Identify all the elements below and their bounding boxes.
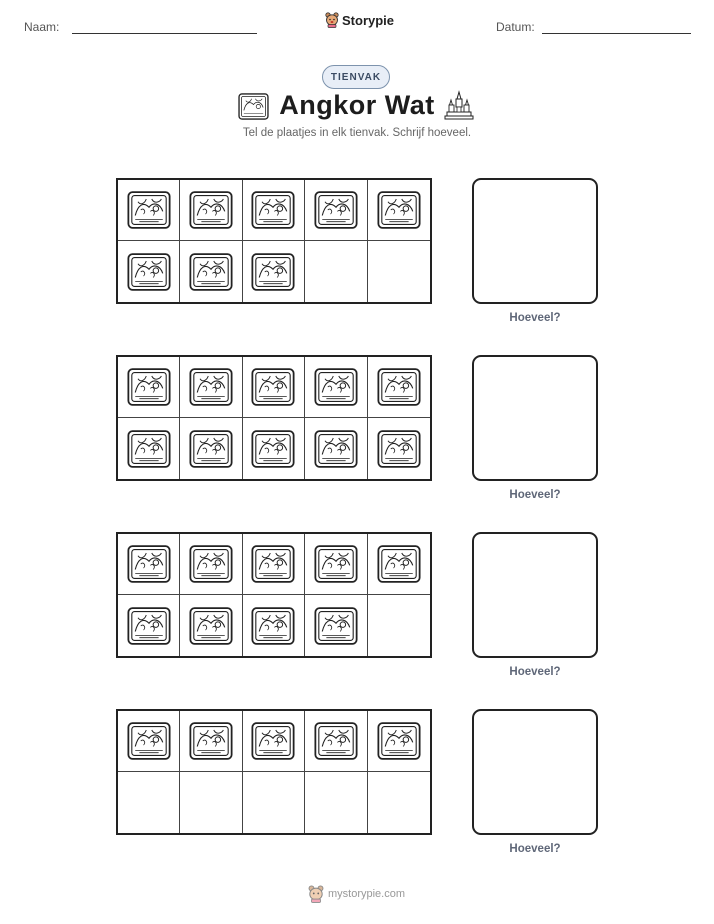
ten-frame-cell	[180, 772, 242, 833]
carved-relief-tile-icon	[251, 429, 295, 469]
ten-frame-cell	[243, 357, 305, 418]
bear-mascot-icon	[325, 12, 339, 28]
ten-frame-cell	[243, 772, 305, 833]
page-title: Angkor Wat	[279, 90, 435, 120]
name-line[interactable]	[72, 33, 257, 34]
carved-relief-tile-icon	[127, 429, 171, 469]
ten-frame-cell	[368, 418, 430, 479]
ten-frame-2	[116, 355, 432, 481]
ten-frame-cell	[368, 595, 430, 656]
ten-frame-cell	[118, 711, 180, 772]
answer-label-3: Hoeveel?	[509, 666, 561, 678]
ten-frame-cell	[368, 534, 430, 595]
ten-frame-cell	[368, 241, 430, 302]
answer-box-3[interactable]	[472, 532, 598, 658]
ten-frame-cell	[118, 357, 180, 418]
carved-relief-tile-icon	[314, 367, 358, 407]
carved-relief-tile-icon	[189, 429, 233, 469]
ten-frame-cell	[180, 180, 242, 241]
answer-box-4[interactable]	[472, 709, 598, 835]
ten-frame-cell	[243, 180, 305, 241]
brand-logo	[325, 12, 394, 28]
carved-relief-tile-icon	[377, 544, 421, 584]
ten-frame-cell	[180, 711, 242, 772]
carved-relief-tile-icon	[314, 606, 358, 646]
ten-frame-cell	[305, 534, 367, 595]
temple-icon	[444, 90, 474, 120]
ten-frame-cell	[243, 241, 305, 302]
ten-frame-cell	[118, 772, 180, 833]
answer-box-2[interactable]	[472, 355, 598, 481]
carved-relief-tile-icon	[251, 721, 295, 761]
ten-frame-cell	[243, 534, 305, 595]
carved-relief-tile-icon	[189, 252, 233, 292]
ten-frame-cell	[305, 180, 367, 241]
carved-relief-tile-icon	[314, 544, 358, 584]
ten-frame-cell	[305, 241, 367, 302]
ten-frame-cell	[118, 418, 180, 479]
carved-relief-tile-icon	[189, 367, 233, 407]
ten-frame-cell	[368, 772, 430, 833]
answer-label-1: Hoeveel?	[509, 312, 561, 324]
carved-relief-tile-icon	[377, 367, 421, 407]
answer-box-1[interactable]	[472, 178, 598, 304]
carved-relief-tile-icon	[377, 190, 421, 230]
carved-relief-tile-icon	[314, 190, 358, 230]
carved-relief-tile-icon	[127, 252, 171, 292]
ten-frame-cell	[118, 241, 180, 302]
ten-frame-cell	[118, 534, 180, 595]
ten-frame-3	[116, 532, 432, 658]
ten-frame-cell	[180, 241, 242, 302]
footer-url: mystorypie.com	[328, 888, 406, 900]
answer-label-4: Hoeveel?	[509, 843, 561, 855]
carved-relief-tile-icon	[127, 190, 171, 230]
carved-relief-tile-icon	[251, 367, 295, 407]
ten-frame-cell	[368, 180, 430, 241]
ten-frame-cell	[305, 357, 367, 418]
ten-frame-4	[116, 709, 432, 835]
ten-frame-cell	[305, 595, 367, 656]
ten-frame-cell	[368, 711, 430, 772]
footer	[308, 885, 405, 903]
brand-name: Storypie	[342, 12, 395, 28]
worksheet-type-badge: TIENVAK	[322, 65, 390, 89]
carved-relief-tile-icon	[377, 721, 421, 761]
ten-frame-cell	[118, 180, 180, 241]
ten-frame-cell	[305, 772, 367, 833]
ten-frame-cell	[180, 595, 242, 656]
ten-frame-cell	[243, 711, 305, 772]
ten-frame-cell	[180, 357, 242, 418]
carved-relief-tile-icon	[127, 721, 171, 761]
date-label: Datum:	[496, 20, 535, 34]
ten-frame-cell	[118, 595, 180, 656]
date-line[interactable]	[542, 33, 691, 34]
carved-relief-tile-icon	[127, 544, 171, 584]
carved-relief-tile-icon	[127, 606, 171, 646]
ten-frame-cell	[305, 711, 367, 772]
answer-label-2: Hoeveel?	[509, 489, 561, 501]
ten-frame-1	[116, 178, 432, 304]
carved-relief-tile-icon	[314, 721, 358, 761]
carved-relief-tile-icon	[377, 429, 421, 469]
ten-frame-cell	[243, 595, 305, 656]
carved-relief-tile-icon	[314, 429, 358, 469]
ten-frame-cell	[305, 418, 367, 479]
carved-relief-tile-icon	[189, 721, 233, 761]
carved-relief-tile-icon	[127, 367, 171, 407]
carved-relief-tile-icon	[251, 606, 295, 646]
carved-relief-tile-icon	[189, 544, 233, 584]
carved-relief-tile-icon	[251, 190, 295, 230]
ten-frame-cell	[180, 418, 242, 479]
instructions: Tel de plaatjes in elk tienvak. Schrijf hoeveel.	[242, 127, 472, 139]
ten-frame-cell	[243, 418, 305, 479]
carved-relief-tile-icon	[251, 544, 295, 584]
carved-relief-tile-icon	[189, 190, 233, 230]
ten-frame-cell	[180, 534, 242, 595]
name-label: Naam:	[24, 20, 60, 34]
bear-mascot-icon	[308, 885, 324, 903]
ten-frame-cell	[368, 357, 430, 418]
carved-relief-tile-icon	[189, 606, 233, 646]
carved-relief-tile-icon	[251, 252, 295, 292]
